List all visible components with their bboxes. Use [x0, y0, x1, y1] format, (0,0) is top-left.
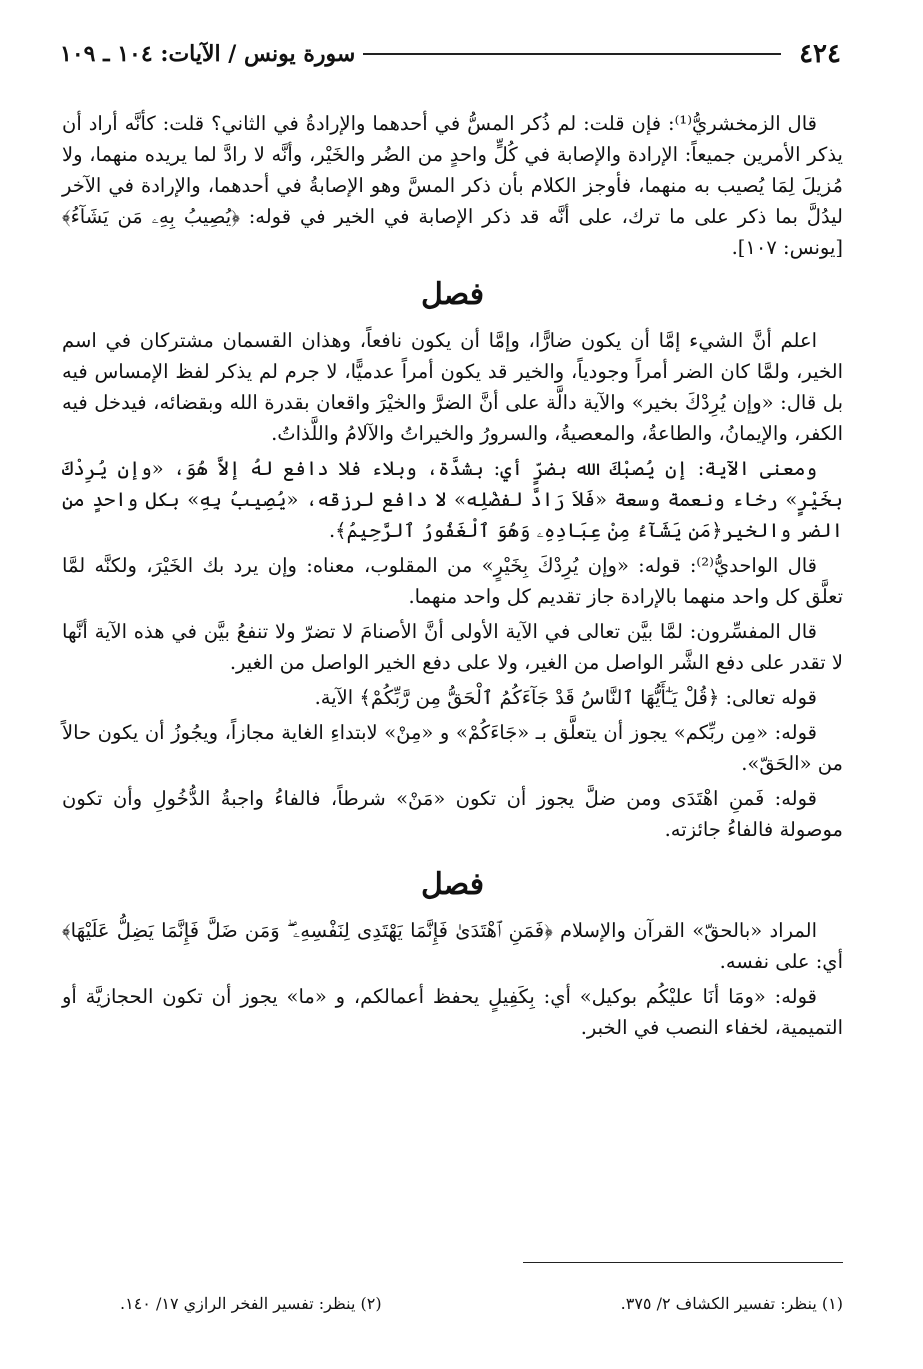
paragraph-man-ihtada: قوله: فَمنِ اهْتَدَى ومن ضلَّ يجوز أن تكون «مَنْ» شرطاً، فالفاءُ واجبةُ الدُّخُولِ وأن تكون موصولة فالفاءُ جائزته.	[62, 787, 843, 841]
paragraph-min-rabbikum: قوله: «مِن ربِّكم» يجوز أن يتعلَّق بـ «جَاءَكُمْ» و «مِنْ» لابتداءِ الغاية مجازاً، ويجُوزُ أن يكون حالاً من «الحَقّ».	[62, 721, 843, 775]
section-title-1: فصل	[420, 277, 485, 312]
footnotes	[120, 1292, 843, 1316]
footnote-1: (١) ينظر: تفسير الكشاف ٢/ ٣٧٥.	[620, 1294, 843, 1313]
footnote-divider	[523, 1262, 843, 1263]
paragraph-meaning-of-verse: ومعنى الآية: إن يُصبْكَ الله بضرٍّ أي: بشدَّة، وبلاء فلا دافع لهُ إلاَّ هُوَ، «وإن يُرِدْكَ بخَيْرٍ» رخاء ونعمة وسعة «فَلاَ رَادَّ لفضْلِه» لا دافع لرزقه، «يُصِيبُ بِهِ» بكل واحدٍ من الضر والخير﴿مَن يَشَآءُ مِنْ عِبَادِهِۦ وَهُوَ ٱلْغَفُورُ ٱلرَّحِيمُ﴾.	[62, 457, 843, 542]
running-title: سورة يونس / الآيات: ١٠٤ ـ ١٠٩	[60, 41, 356, 67]
section-title-2: فصل	[420, 867, 485, 902]
page-header	[60, 34, 841, 74]
paragraph-zamakhshari: قال الزمخشريُّ⁽¹⁾: فإن قلت: لم ذُكر المسُّ في أحدهما والإرادةُ في الثاني؟ قلت: كأنَّه أراد أن يذكر الأمرين جميعاً: الإرادة والإصابة في كُلٍّ واحدٍ من الضُر والخَيْر، وأنَّه لا رادَّ لما يريده منهما، ولا مُزيلَ لِمَا يُصيب به منهما، فأوجز الكلام بأن ذكر المسَّ وهو الإصابةُ في أحدهما، والإرادة في الآخر ليدُلَّ بما ذكر على ما ترك، على أنَّه قد ذكر الإصابة في الخير في قوله: ﴿يُصِيبُ بِهِۦ مَن يَشَآءُ﴾ [يونس: ١٠٧].	[62, 112, 843, 259]
paragraph-good-and-harm: اعلم أنَّ الشيء إمَّا أن يكون ضارًّا، وإمَّا أن يكون نافعاً، وهذان القسمان مشتركان في اسم الخير، ولمَّا كان الضر أمراً وجودياً، والخير قد يكون أمراً عدميًّا، لا جرم لم يذكر لفظ الإمساس فيه بل قال: «وإن يُرِدْكَ بخير» والآية دالَّة على أنَّ الضرَّ والخيْرَ واقعان بقدرة الله وبقضائه، فيدخل فيه الكفر، والإيمانُ، والطاعةُ، والمعصيةُ، والسرورُ والخيراتُ والآلامُ واللَّذاتُ.	[62, 329, 843, 445]
paragraph-verse-quote: قوله تعالى: ﴿قُلْ يَـٰٓأَيُّهَا ٱلنَّاسُ قَدْ جَآءَكُمُ ٱلْحَقُّ مِن رَّبِّكُمْ﴾ الآية.	[314, 686, 817, 709]
paragraph-mufassirun: قال المفسِّرون: لمَّا بيَّن تعالى في الآية الأولى أنَّ الأصنامَ لا تضرّ ولا تنفعُ بيَّن في هذه الآية أنَّها لا تقدر على دفع الشَّر الواصل من الغير، ولا على دفع الخير الواصل من الغير.	[62, 620, 843, 674]
paragraph-wahidi: قال الواحديُّ⁽²⁾: قوله: «وإن يُرِدْكَ بِخَيْرٍ» من المقلوب، معناه: وإن يرد بك الخَيْرَ، ولكنَّه لمَّا تعلَّق كل واحد منهما بالإرادة جاز تقديم كل واحد منهما.	[62, 554, 843, 608]
page-number: ٤٢٤	[799, 39, 841, 69]
paragraph-al-haqq: المراد «بالحقّ» القرآن والإسلام ﴿فَمَنِ ٱهْتَدَىٰ فَإِنَّمَا يَهْتَدِى لِنَفْسِهِۦ ۖ وَمَن ضَلَّ فَإِنَّمَا يَضِلُّ عَلَيْهَا﴾ أي: على نفسه.	[62, 919, 843, 973]
page-body	[62, 108, 843, 1047]
paragraph-wakil: قوله: «ومَا أنَا عليْكُم بوكيل» أي: بِكَفِيلٍ يحفظ أعمالكم، و «ما» يجوز أن تكون الحجازيَّة أو التميمية، لخفاء النصب في الخبر.	[62, 985, 843, 1039]
header-rule	[363, 53, 781, 55]
footnote-2: (٢) ينظر: تفسير الفخر الرازي ١٧/ ١٤٠.	[120, 1294, 382, 1313]
